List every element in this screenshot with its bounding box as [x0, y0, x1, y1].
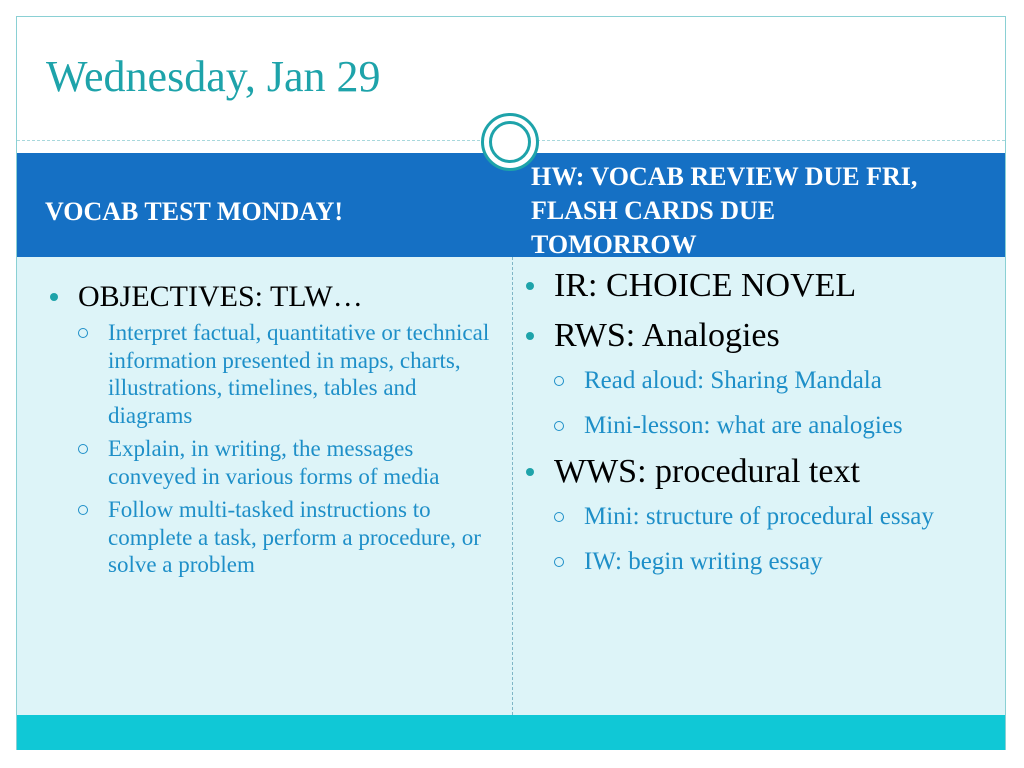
slide-title: Wednesday, Jan 29 — [46, 52, 381, 101]
agenda-item-text: WWS: procedural text — [554, 453, 860, 490]
sub-bullet-icon — [554, 421, 564, 431]
footer-band — [17, 715, 1005, 750]
column-divider — [512, 257, 513, 715]
agenda-item — [526, 266, 996, 306]
sub-bullet-icon — [554, 512, 564, 522]
sub-bullet-icon — [78, 505, 88, 515]
objectives-heading — [50, 279, 490, 315]
bullet-icon — [526, 332, 534, 340]
agenda-item — [526, 316, 996, 356]
bullet-icon — [50, 293, 58, 301]
agenda-subitem-text: Read aloud: Sharing Mandala — [584, 367, 882, 394]
objective-text: Interpret factual, quantitative or technical information presented in maps, charts, illustrations, timelines, tables and diagrams — [108, 320, 490, 428]
objective-item — [78, 435, 490, 490]
agenda-subitem — [554, 407, 996, 444]
sub-bullet-icon — [78, 328, 88, 338]
agenda-item-text: RWS: Analogies — [554, 317, 780, 354]
header-right-line: TOMORROW — [531, 230, 697, 259]
header-left: VOCAB TEST MONDAY! — [45, 197, 344, 226]
objective-item — [78, 496, 490, 579]
bullet-icon — [526, 282, 534, 290]
sub-bullet-icon — [554, 557, 564, 567]
header-right-line: FLASH CARDS DUE — [531, 196, 776, 225]
left-column — [50, 279, 490, 585]
sub-bullet-icon — [78, 444, 88, 454]
objective-item — [78, 319, 490, 429]
agenda-item-text: IR: CHOICE NOVEL — [554, 267, 857, 304]
objective-text: Follow multi-tasked instructions to complete a task, perform a procedure, or solve a problem — [108, 497, 481, 577]
bullet-icon — [526, 468, 534, 476]
agenda-subitem — [554, 362, 996, 399]
agenda-subitem — [554, 543, 996, 580]
objective-text: Explain, in writing, the messages conveyed in various forms of media — [108, 436, 440, 489]
header-right — [531, 160, 1003, 262]
agenda-item — [526, 452, 996, 492]
agenda-sublist — [554, 498, 996, 580]
right-column — [526, 266, 996, 588]
objectives-list — [78, 319, 490, 579]
agenda-sublist — [554, 362, 996, 444]
agenda-subitem-text: IW: begin writing essay — [584, 548, 823, 575]
sub-bullet-icon — [554, 376, 564, 386]
agenda-subitem — [554, 498, 996, 535]
agenda-subitem-text: Mini: structure of procedural essay — [584, 503, 934, 530]
header-right-line: HW: VOCAB REVIEW DUE FRI, — [531, 162, 918, 191]
objectives-heading-text: OBJECTIVES: TLW… — [78, 280, 363, 313]
agenda-subitem-text: Mini-lesson: what are analogies — [584, 412, 903, 439]
